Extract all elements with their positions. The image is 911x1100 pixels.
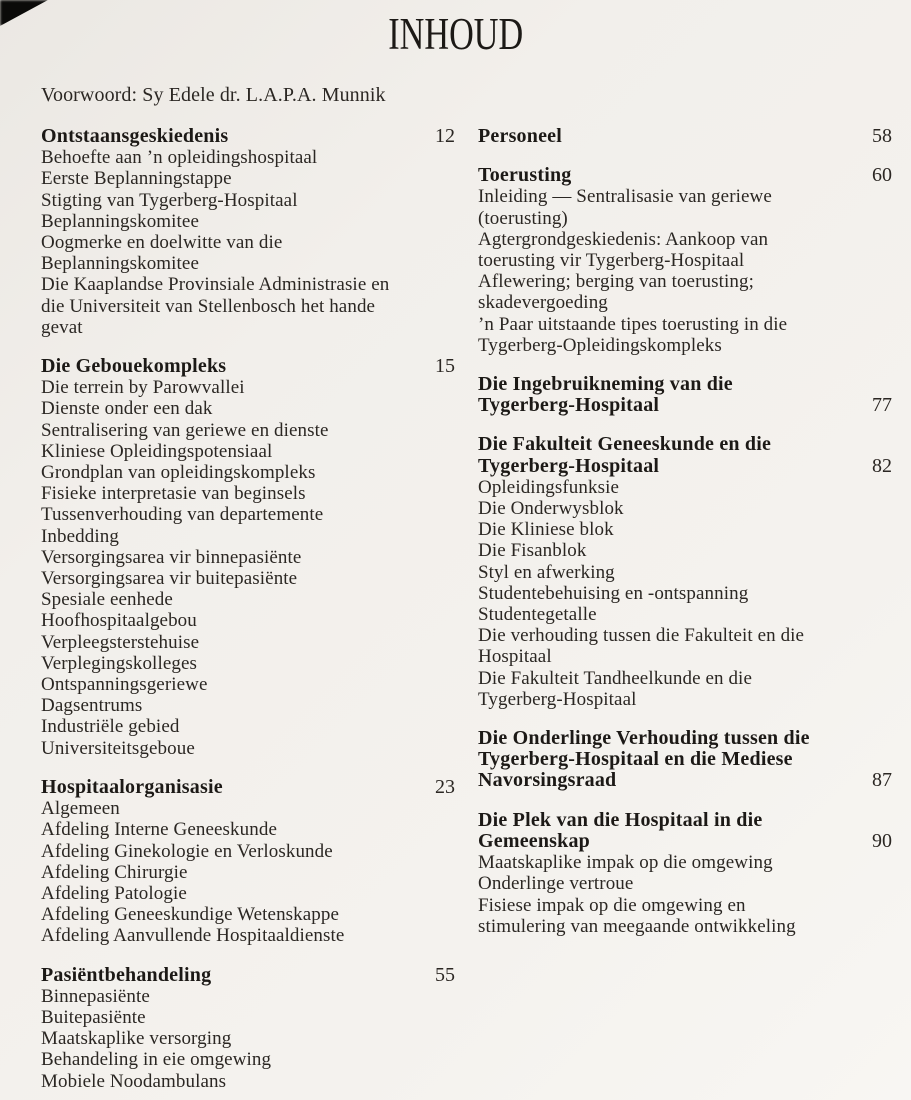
toc-entry-line: toerusting vir Tygerberg-Hospitaal — [478, 250, 745, 272]
section-title: Die Plek van die Hospitaal in die — [478, 808, 763, 831]
toc-left-column — [41, 126, 455, 1100]
toc-entry-line: Afdeling Aanvullende Hospitaaldienste — [41, 925, 345, 947]
toc-entry-line: Dienste onder een dak — [41, 398, 213, 420]
toc-section — [478, 434, 892, 710]
section-title: Gemeenskap — [478, 829, 590, 852]
toc-entry-line: Dagsentrums — [41, 695, 143, 717]
toc-entry-line: Die Kliniese blok — [478, 519, 614, 541]
page-number: 12 — [435, 125, 455, 147]
toc-entry-line: Die Onderwysblok — [478, 498, 624, 520]
toc-entry-line: Beplanningskomitee — [41, 253, 199, 275]
toc-entry-line: Agtergrondgeskiedenis: Aankoop van — [478, 228, 769, 250]
toc-entry-line: Onderlinge vertroue — [478, 873, 634, 895]
page-number: 90 — [872, 829, 892, 852]
toc-entry-line: Die Kaaplandse Provinsiale Administrasie en — [41, 274, 390, 296]
toc-entry-line: Inleiding — Sentralisasie van geriewe — [478, 186, 772, 208]
toc-entry-line: Maatskaplike impak op die omgewing — [478, 852, 773, 874]
section-title-row — [478, 434, 892, 455]
toc-section — [478, 374, 892, 416]
toc-entry-line: Die verhouding tussen die Fakulteit en die — [478, 625, 805, 647]
section-title-row — [478, 770, 892, 791]
toc-entry-line: Sentralisering van geriewe en dienste — [41, 419, 329, 441]
toc-entry-line: Aflewering; berging van toerusting; — [478, 271, 754, 293]
toc-entry-line: Die Fisanblok — [478, 540, 587, 562]
toc-entry-line: Verplegingskolleges — [41, 652, 197, 674]
toc-entry-line: ’n Paar uitstaande tipes toerusting in die — [478, 313, 788, 335]
toc-entry-line: Afdeling Patologie — [41, 882, 187, 904]
toc-entry-line: Industriële gebied — [41, 716, 180, 738]
toc-entry-line: Maatskaplike versorging — [41, 1028, 232, 1050]
toc-entry-line: Beplanningskomitee — [41, 210, 199, 232]
toc-entry-line: Inbedding — [41, 525, 119, 547]
section-title: Toerusting — [478, 164, 572, 187]
section-title: Hospitaalorganisasie — [41, 775, 223, 798]
toc-section — [478, 165, 892, 356]
toc-section — [478, 728, 892, 792]
toc-entry-line: Algemeen — [41, 798, 120, 820]
toc-entry-line: Universiteitsgeboue — [41, 737, 195, 759]
section-title-row — [41, 356, 455, 377]
toc-section — [41, 356, 455, 759]
page-number: 60 — [872, 164, 892, 187]
section-title-row — [478, 810, 892, 831]
toc-entry-line: Tussenverhouding van departemente — [41, 504, 324, 526]
toc-entry-line: skadevergoeding — [478, 292, 608, 314]
toc-entry-line: gevat — [41, 316, 83, 338]
section-title: Personeel — [478, 125, 562, 147]
page-title — [0, 8, 911, 60]
toc-columns — [41, 126, 892, 1100]
toc-entry-line: Grondplan van opleidingskompleks — [41, 462, 316, 484]
toc-entry-line: Afdeling Interne Geneeskunde — [41, 819, 277, 841]
toc-section — [41, 965, 455, 1092]
toc-entry-line: Versorgingsarea vir binnepasiënte — [41, 546, 302, 568]
toc-entry-line: Tygerberg-Opleidingskompleks — [478, 334, 722, 356]
toc-entry-line: Behoefte aan ’n opleidingshospitaal — [41, 147, 318, 169]
toc-entry-line: stimulering van meegaande ontwikkeling — [478, 915, 796, 937]
section-title: Die Fakulteit Geneeskunde en die — [478, 433, 772, 456]
section-title-row — [478, 728, 892, 749]
toc-section — [41, 777, 455, 947]
toc-entry-line: Mobiele Noodambulans — [41, 1070, 227, 1092]
section-title: Tygerberg-Hospitaal — [478, 394, 660, 417]
toc-right-column — [478, 126, 892, 1100]
toc-entry-line: Studentebehuising en -ontspanning — [478, 582, 749, 604]
page-number: 87 — [872, 769, 892, 792]
toc-entry-line: Die terrein by Parowvallei — [41, 377, 245, 399]
toc-entry-line: Kliniese Opleidingspotensiaal — [41, 440, 273, 462]
foreword-line: Voorwoord: Sy Edele dr. L.A.P.A. Munnik — [41, 84, 386, 106]
toc-entry-line: Hoofhospitaalgebou — [41, 610, 197, 632]
section-title-row — [478, 456, 892, 477]
section-title-row — [478, 126, 892, 147]
section-title-row — [478, 165, 892, 186]
section-title: Ontstaansgeskiedenis — [41, 125, 229, 147]
toc-section — [478, 810, 892, 937]
page-title-text: INHOUD — [388, 9, 523, 59]
section-title: Pasiëntbehandeling — [41, 963, 212, 986]
toc-entry-line: Verpleegsterstehuise — [41, 631, 200, 653]
toc-entry-line: Versorgingsarea vir buitepasiënte — [41, 568, 298, 590]
toc-entry-line: Styl en afwerking — [478, 561, 615, 583]
section-title-row — [41, 777, 455, 798]
page-number: 55 — [435, 963, 455, 986]
toc-entry-line: Spesiale eenhede — [41, 589, 173, 611]
section-title: Tygerberg-Hospitaal en die Mediese — [478, 748, 793, 771]
section-title: Navorsingsraad — [478, 769, 617, 792]
section-title-row — [41, 126, 455, 147]
toc-entry-line: Stigting van Tygerberg-Hospitaal — [41, 189, 298, 211]
section-title-row — [478, 374, 892, 395]
toc-entry-line: Studentegetalle — [478, 604, 597, 626]
page-number: 58 — [872, 125, 892, 147]
toc-section — [41, 126, 455, 338]
toc-entry-line: Hospitaal — [478, 646, 552, 668]
toc-entry-line: Afdeling Chirurgie — [41, 861, 188, 883]
toc-entry-line: die Universiteit van Stellenbosch het hande — [41, 295, 376, 317]
page-number: 77 — [872, 394, 892, 417]
section-title-row — [478, 749, 892, 770]
section-title-row — [478, 831, 892, 852]
section-title-row — [41, 965, 455, 986]
toc-entry-line: Afdeling Geneeskundige Wetenskappe — [41, 904, 340, 926]
toc-entry-line: Fisiese impak op die omgewing en — [478, 894, 746, 916]
toc-entry-line: Behandeling in eie omgewing — [41, 1049, 272, 1071]
section-title: Die Ingebruikneming van die — [478, 373, 733, 396]
section-title: Die Onderlinge Verhouding tussen die — [478, 727, 810, 750]
toc-entry-line: Ontspanningsgeriewe — [41, 674, 208, 696]
toc-section — [478, 126, 892, 147]
toc-entry-line: Buitepasiënte — [41, 1006, 146, 1028]
toc-entry-line: Tygerberg-Hospitaal — [478, 688, 637, 710]
section-title: Die Gebouekompleks — [41, 355, 227, 378]
section-title: Tygerberg-Hospitaal — [478, 454, 660, 477]
page-number: 82 — [872, 454, 892, 477]
toc-entry-line: Fisieke interpretasie van beginsels — [41, 483, 306, 505]
toc-entry-line: Eerste Beplanningstappe — [41, 168, 232, 190]
toc-entry-line: (toerusting) — [478, 207, 568, 229]
toc-entry-line: Die Fakulteit Tandheelkunde en die — [478, 667, 752, 689]
toc-entry-line: Binnepasiënte — [41, 985, 150, 1007]
section-title-row — [478, 395, 892, 416]
toc-entry-line: Afdeling Ginekologie en Verloskunde — [41, 840, 333, 862]
page-number: 15 — [435, 355, 455, 378]
toc-entry-line: Opleidingsfunksie — [478, 476, 620, 498]
toc-entry-line: Oogmerke en doelwitte van die — [41, 232, 283, 254]
page-number: 23 — [435, 775, 455, 798]
